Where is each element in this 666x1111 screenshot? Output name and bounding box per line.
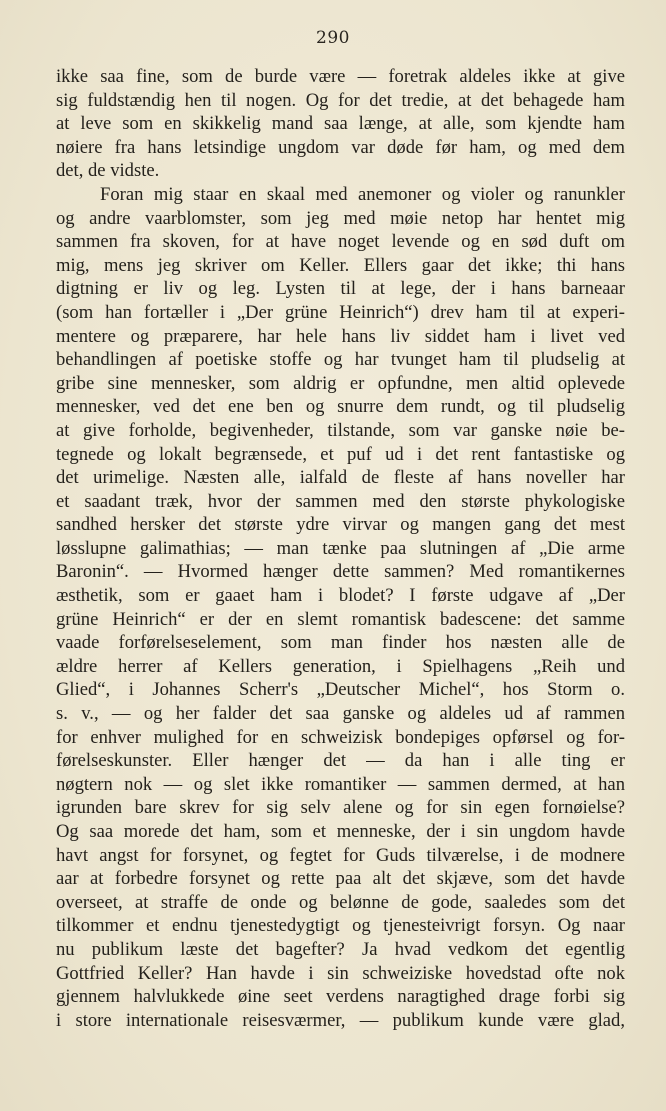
text-line: tilkommer et endnu tjenestedygtigt og tjenesteivrigt forsyn. Og naar: [56, 915, 625, 937]
text-line: overseet, at straffe de onde og belønne de gode, saaledes som det: [56, 891, 625, 913]
text-line: det urimelige. Næsten alle, ialfald de fleste af hans noveller har: [56, 467, 625, 489]
text-line: mig, mens jeg skriver om Keller. Ellers gaar det ikke; thi hans: [56, 254, 625, 276]
text-line: mennesker, ved det ene ben og snurre dem rundt, og til pludselig: [56, 396, 625, 418]
page-number: 290: [316, 28, 350, 48]
text-line: behandlingen af poetiske stoffe og har tvunget ham til pludselig at: [56, 349, 625, 371]
text-line: for enhver mulighed for en schweizisk bondepiges opførsel og for-: [56, 726, 625, 748]
text-line: gribe sine mennesker, som aldrig er opfundne, men altid oplevede: [56, 372, 625, 394]
text-line: et saadant træk, hvor der sammen med den største phykologiske: [56, 490, 625, 512]
text-line: Baronin“. — Hvormed hænger dette sammen? Med romantikernes: [56, 561, 625, 583]
text-line: havt angst for forsynet, og fegtet for Guds tilværelse, i de modnere: [56, 844, 625, 866]
text-line: at give forholde, begivenheder, tilstande, som var ganske nøie be-: [56, 419, 625, 441]
text-line: sandhed hersker det største ydre virvar og mangen gang det mest: [56, 514, 625, 536]
text-line: ældre herrer af Kellers generation, i Spielhagens „Reih und: [56, 655, 625, 677]
text-line: nøiere fra hans letsindige ungdom var døde før ham, og med dem: [56, 136, 625, 158]
text-line: løsslupne galimathias; — man tænke paa slutningen af „Die arme: [56, 537, 625, 559]
text-line: og andre vaarblomster, som jeg med møie netop har hentet mig: [56, 207, 625, 229]
text-line: grüne Heinrich“ er der en slemt romantisk badescene: det samme: [56, 608, 625, 630]
text-line: Gottfried Keller? Han havde i sin schweiziske hovedstad ofte nok: [56, 962, 625, 984]
text-line: Glied“, i Johannes Scherr's „Deutscher Michel“, hos Storm o.: [56, 679, 625, 701]
text-line: gjennem halvlukkede øine seet verdens naragtighed drage forbi sig: [56, 986, 625, 1008]
text-line: Foran mig staar en skaal med anemoner og violer og ranunkler: [100, 183, 625, 205]
text-line: at leve som en skikkelig mand saa længe, at alle, som kjendte ham: [56, 113, 625, 135]
text-line: (som han fortæller i „Der grüne Heinrich“) drev ham til at experi-: [56, 301, 625, 323]
text-line: førelseskunster. Eller hænger det — da han i alle ting er: [56, 750, 625, 772]
text-line: i store internationale reisesværmer, — publikum kunde være glad,: [56, 1009, 625, 1031]
text-line: Og saa morede det ham, som et menneske, der i sin ungdom havde: [56, 821, 625, 842]
text-line: s. v., — og her falder det saa ganske og aldeles ud af rammen: [56, 703, 625, 725]
body-text: [56, 65, 625, 1032]
text-line: vaade forførelseselement, som man finder hos næsten alle de: [56, 632, 625, 654]
text-line: ikke saa fine, som de burde være — foretrak aldeles ikke at give: [56, 66, 625, 87]
text-line: aar at forbedre forsynet og rette paa alt det skjæve, som det havde: [56, 868, 625, 890]
text-line: nøgtern nok — og slet ikke romantiker — sammen dermed, at han: [56, 773, 625, 795]
text-line: det, de vidste.: [56, 160, 160, 182]
text-line: æsthetik, som er gaaet ham i blodet? I første udgave af „Der: [56, 585, 625, 607]
text-line: sammen fra skoven, for at have noget levende og en sød duft om: [56, 231, 625, 253]
text-line: digtning er liv og leg. Lysten til at lege, der i hans barneaar: [56, 278, 625, 300]
text-line: tegnede og lokalt begrænsede, et puf ud i det rent fantastiske og: [56, 443, 625, 465]
text-line: nu publikum læste det bagefter? Ja hvad vedkom det egentlig: [56, 938, 625, 960]
text-line: igrunden bare skrev for sig selv alene og for sin egen fornøielse?: [56, 797, 625, 819]
text-line: sig fuldstændig hen til nogen. Og for det tredie, at det behagede ham: [56, 89, 625, 111]
text-line: mentere og præparere, har hele hans liv siddet ham i livet ved: [56, 325, 625, 347]
